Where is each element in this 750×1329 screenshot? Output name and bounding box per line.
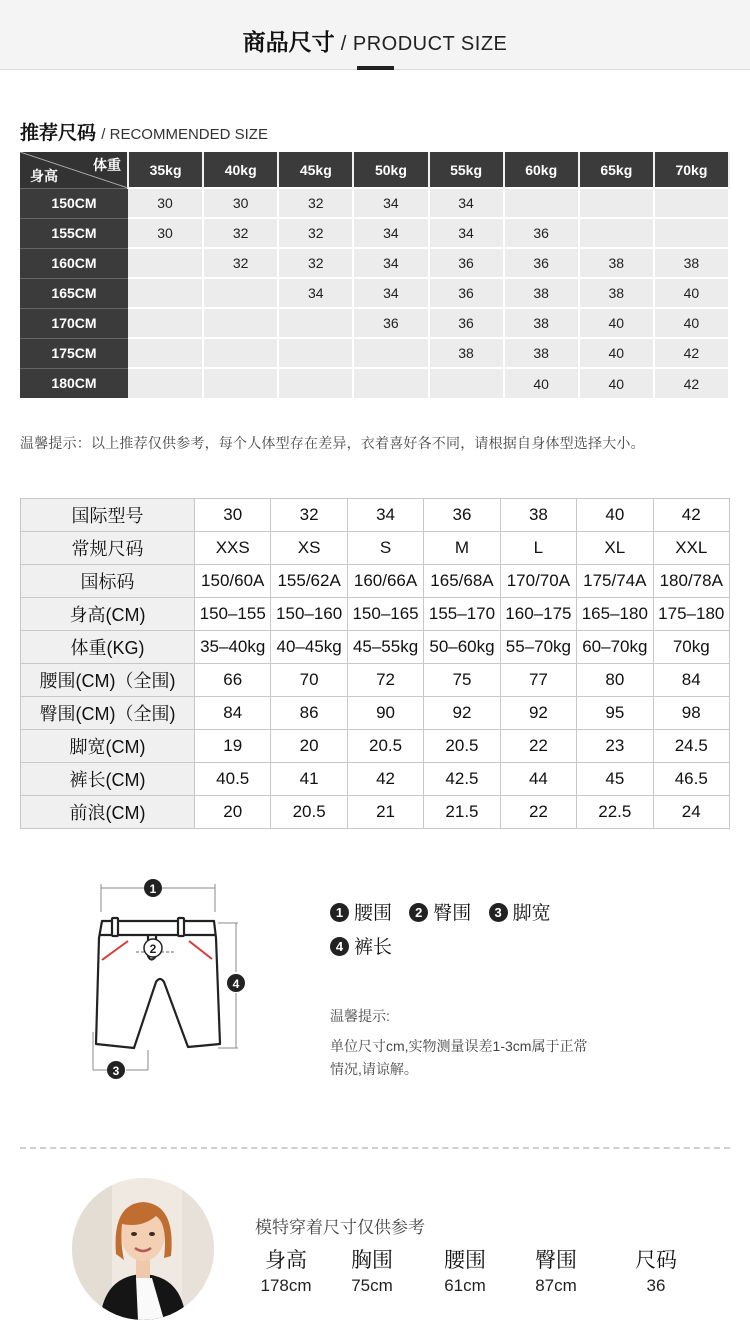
model-stat-label: 臀围 xyxy=(535,1249,577,1272)
height-header: 180CM xyxy=(20,368,128,398)
model-reference-title: 模特穿着尺寸仅供参考 xyxy=(255,1218,425,1237)
size-spec-cell: 72 xyxy=(347,664,423,697)
size-spec-cell: 77 xyxy=(500,664,576,697)
size-spec-cell: 70kg xyxy=(653,631,729,664)
diagram-marker-3 xyxy=(107,1061,125,1079)
recommended-size-cell xyxy=(203,338,278,368)
recommended-size-cell: 30 xyxy=(128,188,203,218)
recommended-size-cell: 36 xyxy=(429,278,504,308)
model-stat-waist xyxy=(419,1244,511,1296)
dashed-divider xyxy=(20,1147,730,1149)
size-spec-row xyxy=(21,796,730,829)
size-spec-cell: 24 xyxy=(653,796,729,829)
model-portrait-image xyxy=(72,1178,214,1320)
model-stat-height xyxy=(240,1244,332,1296)
size-spec-label: 腰围(CM)（全围) xyxy=(21,664,195,697)
size-spec-row xyxy=(21,598,730,631)
size-spec-cell: 36 xyxy=(424,499,500,532)
recommended-row xyxy=(20,188,729,218)
legend-num: 1 xyxy=(330,903,349,922)
size-spec-row xyxy=(21,499,730,532)
size-spec-cell: 160–175 xyxy=(500,598,576,631)
recommended-size-cell xyxy=(278,368,353,398)
size-spec-label: 裤长(CM) xyxy=(21,763,195,796)
recommended-size-cell xyxy=(203,368,278,398)
size-spec-row xyxy=(21,697,730,730)
size-spec-cell: 42.5 xyxy=(424,763,500,796)
recommended-size-cell: 38 xyxy=(504,308,579,338)
height-header: 170CM xyxy=(20,308,128,338)
size-spec-label: 体重(KG) xyxy=(21,631,195,664)
model-stat-value: 75cm xyxy=(351,1276,393,1295)
size-spec-cell: XL xyxy=(577,532,653,565)
svg-text:2: 2 xyxy=(149,942,157,956)
measurement-tip-line2: 情况,请谅解。 xyxy=(330,1061,418,1077)
recommended-size-cell: 42 xyxy=(654,368,729,398)
recommended-row xyxy=(20,278,729,308)
recommended-size-cell: 32 xyxy=(278,188,353,218)
size-spec-cell: 75 xyxy=(424,664,500,697)
svg-text:3: 3 xyxy=(112,1064,120,1078)
recommended-title xyxy=(20,118,268,145)
recommended-title-en: / RECOMMENDED SIZE xyxy=(101,126,268,143)
legend-label: 臀围 xyxy=(433,903,472,924)
size-spec-cell: 60–70kg xyxy=(577,631,653,664)
recommended-size-cell: 32 xyxy=(203,218,278,248)
model-stat-hip xyxy=(510,1244,602,1296)
recommended-size-cell: 34 xyxy=(353,188,428,218)
size-spec-cell: 40.5 xyxy=(195,763,271,796)
size-spec-cell: 40 xyxy=(577,499,653,532)
model-stat-value: 178cm xyxy=(260,1276,312,1295)
measurement-tip xyxy=(330,1005,587,1081)
size-spec-cell: XS xyxy=(271,532,347,565)
height-header: 175CM xyxy=(20,338,128,368)
recommended-size-table xyxy=(20,152,730,398)
recommended-tip: 温馨提示：以上推荐仅供参考，每个人体型存在差异，衣着喜好各不同，请根据自身体型选择大小。 xyxy=(20,435,645,451)
size-spec-cell: 150–165 xyxy=(347,598,423,631)
size-spec-label: 国际型号 xyxy=(21,499,195,532)
model-stat-size xyxy=(610,1244,702,1296)
diagram-marker-4 xyxy=(227,974,245,992)
legend-item-length xyxy=(330,931,392,965)
recommended-size-cell: 40 xyxy=(579,368,654,398)
recommended-size-cell xyxy=(654,188,729,218)
recommended-size-cell: 34 xyxy=(353,248,428,278)
recommended-size-cell: 34 xyxy=(353,278,428,308)
height-header: 160CM xyxy=(20,248,128,278)
size-spec-label: 脚宽(CM) xyxy=(21,730,195,763)
corner-height-label: 身高 xyxy=(30,167,58,184)
recommended-size-cell xyxy=(353,368,428,398)
model-stat-value: 36 xyxy=(646,1276,666,1295)
size-spec-cell: 84 xyxy=(195,697,271,730)
size-spec-row xyxy=(21,565,730,598)
shorts-outline xyxy=(96,918,220,1048)
recommended-size-cell: 40 xyxy=(579,338,654,368)
size-spec-cell: 38 xyxy=(500,499,576,532)
model-stat-label: 身高 xyxy=(265,1249,307,1272)
recommended-size-cell: 38 xyxy=(579,278,654,308)
size-spec-cell: 45–55kg xyxy=(347,631,423,664)
legend-item-waist xyxy=(330,897,392,931)
corner-cell xyxy=(20,152,128,188)
recommended-row xyxy=(20,308,729,338)
recommended-row xyxy=(20,218,729,248)
recommended-size-cell: 38 xyxy=(579,248,654,278)
recommended-size-cell xyxy=(278,308,353,338)
recommended-row xyxy=(20,368,729,398)
size-spec-cell: 20.5 xyxy=(271,796,347,829)
model-stat-label: 腰围 xyxy=(444,1249,486,1272)
size-spec-cell: 32 xyxy=(271,499,347,532)
size-spec-cell: XXL xyxy=(653,532,729,565)
measurement-tip-title: 温馨提示: xyxy=(330,1008,390,1024)
recommended-table-body xyxy=(20,188,729,398)
size-spec-cell: 155–170 xyxy=(424,598,500,631)
size-spec-cell: 19 xyxy=(195,730,271,763)
recommended-size-cell: 42 xyxy=(654,338,729,368)
recommended-size-cell: 36 xyxy=(504,248,579,278)
size-spec-cell: XXS xyxy=(195,532,271,565)
header-title-cn: 商品尺寸 xyxy=(242,29,335,55)
recommended-size-cell: 34 xyxy=(278,278,353,308)
recommended-size-cell xyxy=(504,188,579,218)
header-title xyxy=(0,24,750,57)
recommended-size-cell xyxy=(128,248,203,278)
legend-item-hip xyxy=(409,897,471,931)
size-spec-cell: 45 xyxy=(577,763,653,796)
svg-text:4: 4 xyxy=(232,977,240,991)
size-spec-row xyxy=(21,664,730,697)
size-spec-cell: 20.5 xyxy=(347,730,423,763)
size-spec-cell: 42 xyxy=(653,499,729,532)
recommended-size-cell: 40 xyxy=(504,368,579,398)
recommended-size-cell xyxy=(128,368,203,398)
recommended-size-cell xyxy=(278,338,353,368)
diagram-marker-2 xyxy=(144,939,162,957)
recommended-size-cell xyxy=(128,338,203,368)
size-spec-cell: 90 xyxy=(347,697,423,730)
weight-header: 45kg xyxy=(278,152,353,188)
corner-weight-label: 体重 xyxy=(93,157,121,173)
recommended-size-cell: 36 xyxy=(429,308,504,338)
weight-header: 60kg xyxy=(504,152,579,188)
measurement-legend xyxy=(330,897,563,965)
weight-header: 40kg xyxy=(203,152,278,188)
recommended-size-cell: 36 xyxy=(429,248,504,278)
legend-num: 2 xyxy=(409,903,428,922)
model-avatar xyxy=(72,1178,214,1320)
size-spec-cell: 175–180 xyxy=(653,598,729,631)
weight-header: 70kg xyxy=(654,152,729,188)
recommended-size-cell xyxy=(203,308,278,338)
size-spec-cell: 165–180 xyxy=(577,598,653,631)
legend-label: 裤长 xyxy=(354,937,393,958)
size-spec-cell: 21 xyxy=(347,796,423,829)
size-spec-cell: 150–160 xyxy=(271,598,347,631)
weight-header: 50kg xyxy=(353,152,428,188)
recommended-size-cell xyxy=(654,218,729,248)
height-header: 150CM xyxy=(20,188,128,218)
size-spec-cell: 22.5 xyxy=(577,796,653,829)
recommended-size-cell: 32 xyxy=(203,248,278,278)
size-spec-cell: 155/62A xyxy=(271,565,347,598)
size-spec-cell: 35–40kg xyxy=(195,631,271,664)
weight-header: 35kg xyxy=(128,152,203,188)
size-spec-label: 臀围(CM)（全围) xyxy=(21,697,195,730)
recommended-title-cn: 推荐尺码 xyxy=(20,123,97,144)
model-stat-value: 87cm xyxy=(535,1276,577,1295)
size-spec-label: 身高(CM) xyxy=(21,598,195,631)
recommended-size-cell: 32 xyxy=(278,218,353,248)
size-spec-cell: 98 xyxy=(653,697,729,730)
size-spec-cell: 24.5 xyxy=(653,730,729,763)
recommended-size-cell: 38 xyxy=(504,338,579,368)
size-spec-cell: L xyxy=(500,532,576,565)
size-spec-body xyxy=(21,499,730,829)
model-stat-value: 61cm xyxy=(444,1276,486,1295)
size-spec-cell: 40–45kg xyxy=(271,631,347,664)
size-spec-cell: 80 xyxy=(577,664,653,697)
size-spec-cell: 95 xyxy=(577,697,653,730)
size-spec-cell: 34 xyxy=(347,499,423,532)
size-spec-label: 前浪(CM) xyxy=(21,796,195,829)
recommended-size-cell: 40 xyxy=(654,278,729,308)
height-header: 155CM xyxy=(20,218,128,248)
size-spec-cell: 42 xyxy=(347,763,423,796)
size-spec-cell: 150–155 xyxy=(195,598,271,631)
size-spec-cell: 86 xyxy=(271,697,347,730)
size-spec-cell: M xyxy=(424,532,500,565)
size-spec-cell: 160/66A xyxy=(347,565,423,598)
page-header xyxy=(0,0,750,70)
size-spec-table xyxy=(20,498,730,829)
weight-header: 65kg xyxy=(579,152,654,188)
shorts-measurement-diagram xyxy=(88,872,258,1082)
recommended-size-cell: 32 xyxy=(278,248,353,278)
recommended-size-cell xyxy=(353,338,428,368)
size-spec-cell: 66 xyxy=(195,664,271,697)
size-spec-cell: 92 xyxy=(424,697,500,730)
size-spec-cell: 22 xyxy=(500,796,576,829)
size-spec-cell: 23 xyxy=(577,730,653,763)
size-spec-cell: 41 xyxy=(271,763,347,796)
legend-label: 脚宽 xyxy=(512,903,551,924)
model-stat-bust xyxy=(326,1244,418,1296)
size-spec-cell: 20 xyxy=(271,730,347,763)
weight-header: 55kg xyxy=(429,152,504,188)
recommended-size-cell: 36 xyxy=(353,308,428,338)
recommended-size-cell xyxy=(128,278,203,308)
size-spec-cell: 46.5 xyxy=(653,763,729,796)
size-spec-cell: 50–60kg xyxy=(424,631,500,664)
recommended-size-cell xyxy=(579,218,654,248)
size-spec-cell: 55–70kg xyxy=(500,631,576,664)
size-spec-cell: 175/74A xyxy=(577,565,653,598)
recommended-size-cell xyxy=(203,278,278,308)
size-spec-cell: 70 xyxy=(271,664,347,697)
svg-text:1: 1 xyxy=(149,882,157,896)
size-spec-cell: 150/60A xyxy=(195,565,271,598)
size-spec-label: 国标码 xyxy=(21,565,195,598)
size-spec-cell: S xyxy=(347,532,423,565)
recommended-size-cell: 34 xyxy=(429,218,504,248)
size-spec-row xyxy=(21,730,730,763)
size-spec-cell: 30 xyxy=(195,499,271,532)
legend-item-leg-opening xyxy=(489,897,551,931)
recommended-size-cell: 40 xyxy=(579,308,654,338)
legend-num: 4 xyxy=(330,937,349,956)
legend-label: 腰围 xyxy=(354,903,393,924)
recommended-row xyxy=(20,338,729,368)
header-title-en: / PRODUCT SIZE xyxy=(340,33,508,55)
legend-num: 3 xyxy=(489,903,508,922)
size-spec-row xyxy=(21,631,730,664)
size-spec-cell: 180/78A xyxy=(653,565,729,598)
recommended-size-cell: 38 xyxy=(429,338,504,368)
recommended-size-cell: 34 xyxy=(429,188,504,218)
size-spec-cell: 170/70A xyxy=(500,565,576,598)
height-header: 165CM xyxy=(20,278,128,308)
diagram-marker-1 xyxy=(144,879,162,897)
weight-header-row xyxy=(20,152,729,188)
size-spec-cell: 84 xyxy=(653,664,729,697)
recommended-size-cell: 38 xyxy=(654,248,729,278)
size-spec-row xyxy=(21,532,730,565)
recommended-size-cell xyxy=(579,188,654,218)
size-spec-cell: 165/68A xyxy=(424,565,500,598)
model-stat-label: 胸围 xyxy=(351,1249,393,1272)
size-spec-cell: 44 xyxy=(500,763,576,796)
recommended-size-cell xyxy=(128,308,203,338)
size-spec-cell: 92 xyxy=(500,697,576,730)
recommended-size-cell xyxy=(429,368,504,398)
recommended-size-cell: 40 xyxy=(654,308,729,338)
size-spec-cell: 20.5 xyxy=(424,730,500,763)
recommended-size-cell: 30 xyxy=(128,218,203,248)
size-spec-cell: 20 xyxy=(195,796,271,829)
recommended-size-cell: 38 xyxy=(504,278,579,308)
size-spec-cell: 21.5 xyxy=(424,796,500,829)
measurement-tip-line1: 单位尺寸cm,实物测量误差1-3cm属于正常 xyxy=(330,1038,588,1054)
size-spec-row xyxy=(21,763,730,796)
size-spec-label: 常规尺码 xyxy=(21,532,195,565)
header-underline xyxy=(357,66,394,70)
recommended-size-cell: 30 xyxy=(203,188,278,218)
model-stat-label: 尺码 xyxy=(635,1249,677,1272)
recommended-size-cell: 34 xyxy=(353,218,428,248)
recommended-size-cell: 36 xyxy=(504,218,579,248)
recommended-row xyxy=(20,248,729,278)
size-spec-cell: 22 xyxy=(500,730,576,763)
